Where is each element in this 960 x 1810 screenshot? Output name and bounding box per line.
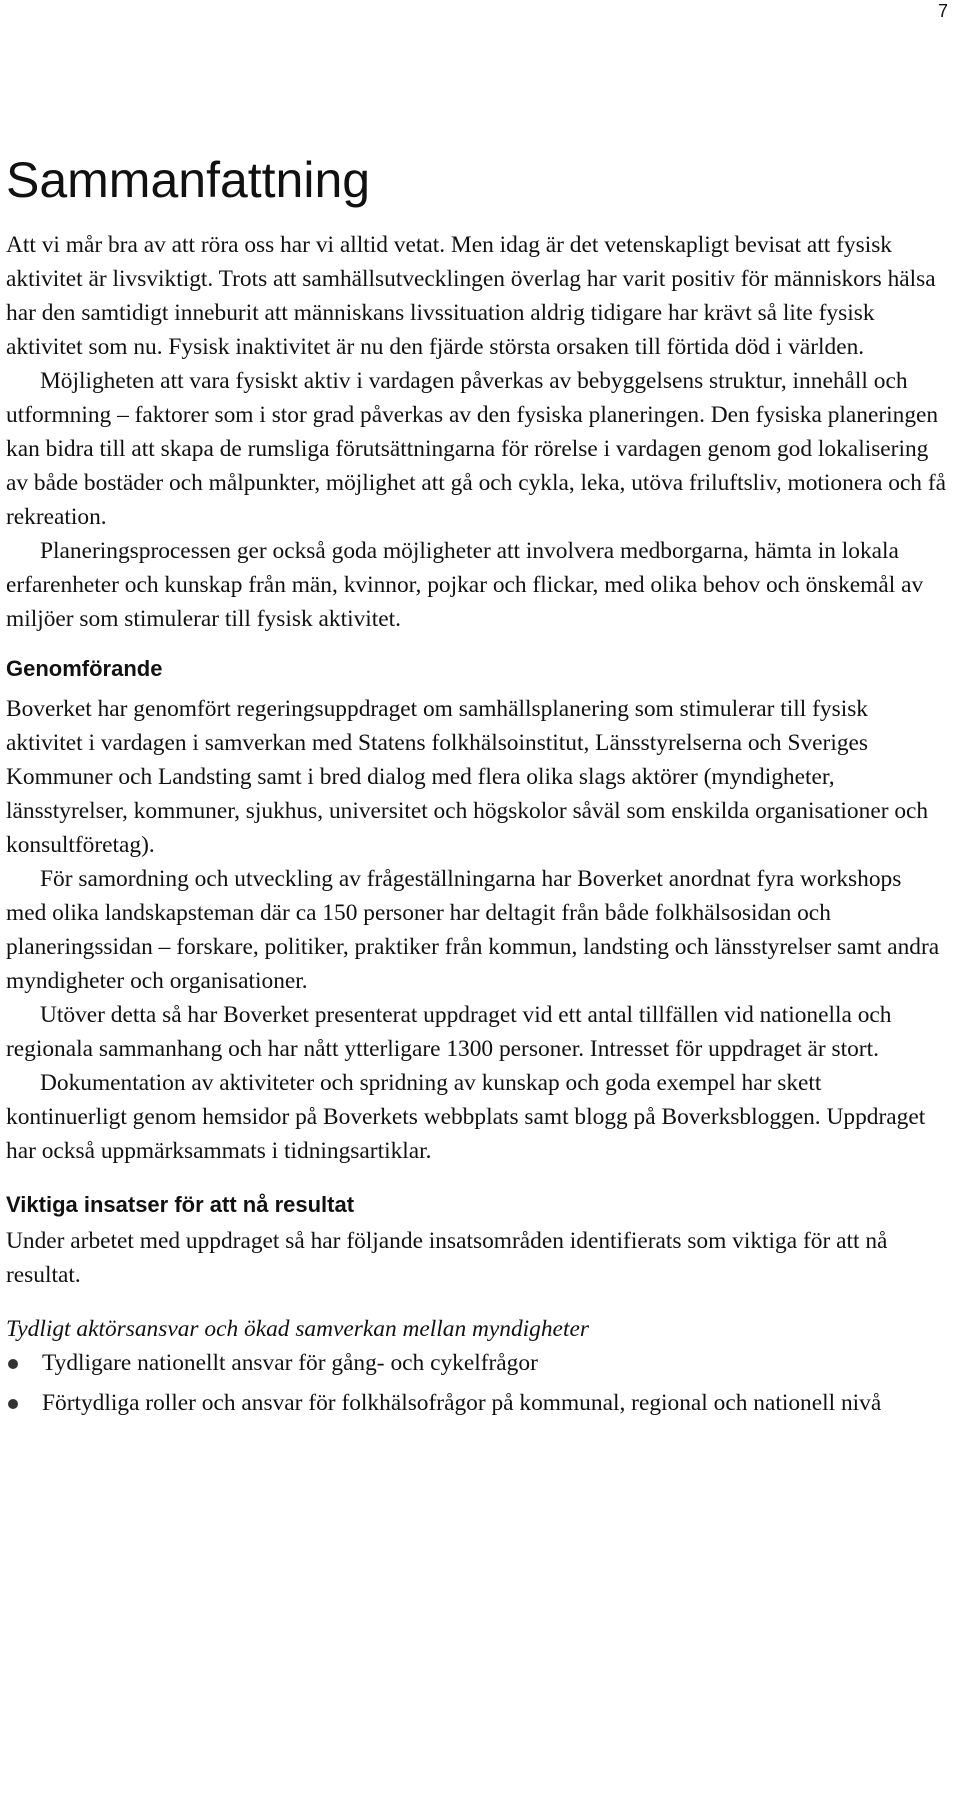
- bullet-item: [6, 1386, 946, 1420]
- document-body: [6, 150, 946, 1420]
- page-number: 7: [937, 1, 948, 21]
- intro-paragraph-3: Planeringsprocessen ger också goda möjligheter att involvera medborgarna, hämta in lokala erfarenheter och kunskap från män, kvinnor, pojkar och flickar, med olika behov och önskemål av miljöer som stimulerar till fysisk aktivitet.: [6, 538, 924, 632]
- subheading-aktorsansvar: Tydligt aktörsansvar och ökad samverkan mellan myndigheter: [6, 1316, 589, 1342]
- bullet-dot-icon: [8, 1399, 18, 1409]
- bullet-list: [6, 1346, 946, 1420]
- genomforande-paragraph-1: Boverket har genomfört regeringsuppdraget om samhällsplanering som stimulerar till fysisk aktivitet i vardagen i samverkan med Statens folkhälsoinstitut, Länsstyrelserna och Sveriges Kommuner och Landsting samt i bred dialog med flera olika slags aktörer (myndigheter, länsstyrelser, kommuner, sjukhus, universitet och högskolor såväl som enskilda organisationer och konsultföretag).: [6, 696, 929, 858]
- bullet-dot-icon: [8, 1359, 18, 1369]
- section-heading-genomforande: Genomförande: [6, 656, 163, 681]
- intro-paragraph-1: Att vi mår bra av att röra oss har vi alltid vetat. Men idag är det vetenskapligt bevisat att fysisk aktivitet är livsviktigt. Trots att samhällsutvecklingen överlag har varit positiv för människors hälsa har den samtidigt inneburit att människans livssituation aldrig tidigare har krävt så lite fysisk aktivitet som nu. Fysisk inaktivitet är nu den fjärde största orsaken till förtida död i världen.: [6, 232, 936, 360]
- page-title: Sammanfattning: [6, 152, 371, 208]
- section-heading-viktiga-insatser: Viktiga insatser för att nå resultat: [6, 1192, 355, 1217]
- genomforande-paragraph-3: Utöver detta så har Boverket presenterat uppdraget vid ett antal tillfällen vid nationella och regionala sammanhang och har nått ytterligare 1300 personer. Intresset för uppdraget är stort.: [6, 1002, 892, 1062]
- bullet-item: [6, 1346, 946, 1380]
- genomforande-paragraph-4: Dokumentation av aktiviteter och spridning av kunskap och goda exempel har skett kontinuerligt genom hemsidor på Boverkets webbplats samt blogg på Boverksbloggen. Uppdraget har också uppmärksammats i tidningsartiklar.: [6, 1070, 926, 1164]
- intro-paragraph-2: Möjligheten att vara fysiskt aktiv i vardagen påverkas av bebyggelsens struktur, innehåll och utformning – faktorer som i stor grad påverkas av den fysiska planeringen. Den fysiska planeringen kan bidra till att skapa de rumsliga förutsättningarna för rörelse i vardagen genom god lokalisering av både bostäder och målpunkter, möjlighet att gå och cykla, leka, utöva friluftsliv, motionera och få rekreation.: [6, 368, 947, 530]
- bullet-item-text: Förtydliga roller och ansvar för folkhälsofrågor på kommunal, regional och nationell nivå: [42, 1390, 882, 1416]
- viktiga-paragraph: Under arbetet med uppdraget så har följande insatsområden identifierats som viktiga för att nå resultat.: [6, 1228, 888, 1288]
- genomforande-paragraph-2: För samordning och utveckling av frågeställningarna har Boverket anordnat fyra workshops med olika landskapsteman där ca 150 personer har deltagit från både folkhälsosidan och planeringssidan – forskare, politiker, praktiker från kommun, landsting och länsstyrelser samt andra myndigheter och organisationer.: [6, 866, 940, 994]
- bullet-item-text: Tydligare nationellt ansvar för gång- och cykelfrågor: [42, 1350, 538, 1376]
